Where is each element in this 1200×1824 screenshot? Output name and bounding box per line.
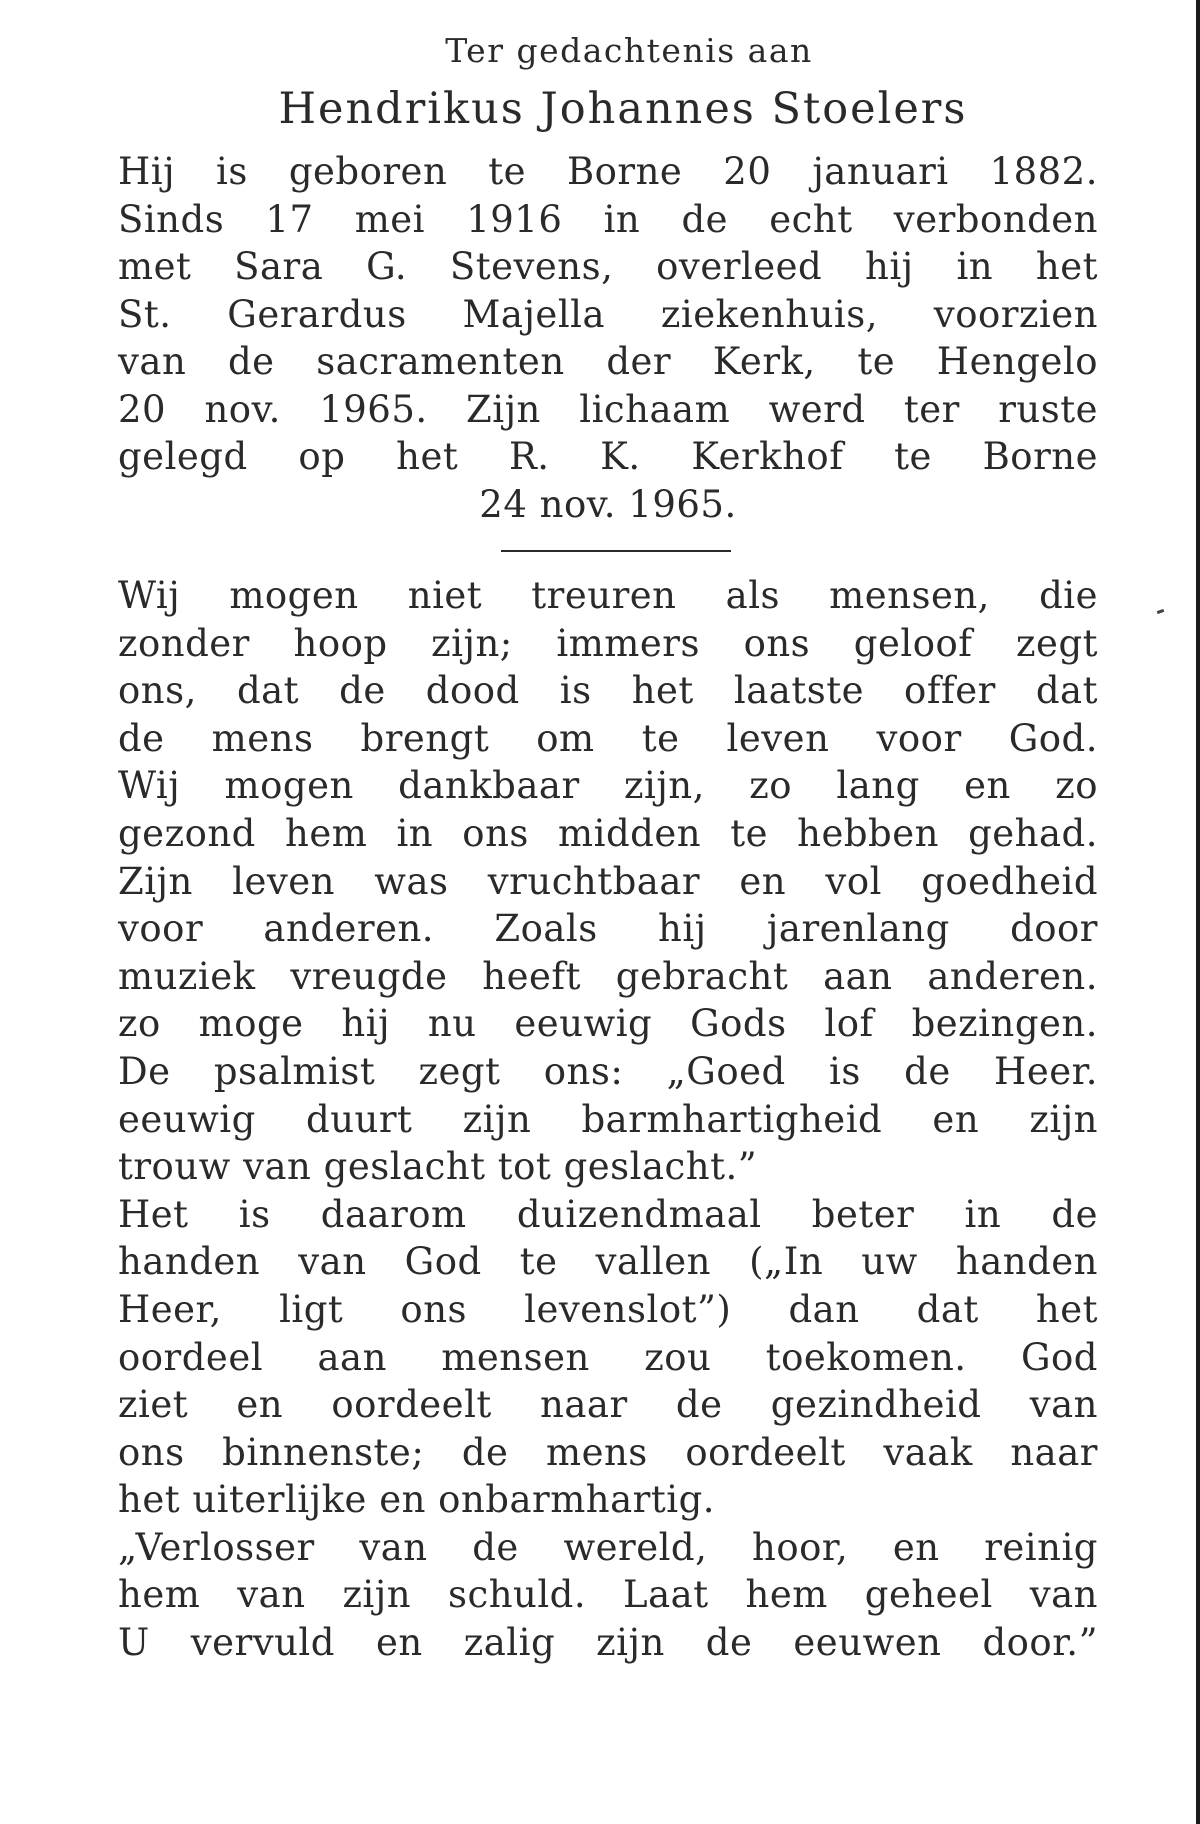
bio-line: Hij is geboren te Borne 20 januari 1882.: [118, 150, 1098, 193]
prayer-line: hem van zijn schuld. Laat hem geheel van: [118, 1573, 1098, 1617]
memorial-heading: Ter gedachtenis aan: [445, 31, 813, 70]
section-divider: [501, 550, 731, 552]
prayer-line: trouw van geslacht tot geslacht.”: [118, 1145, 758, 1189]
prayer-line: „Verlosser van de wereld, hoor, en reinig: [118, 1525, 1098, 1569]
prayer-line: De psalmist zegt ons: „Goed is de Heer.: [118, 1049, 1098, 1093]
bio-line: met Sara G. Stevens, overleed hij in het: [118, 245, 1098, 288]
burial-date-line: 24 nov. 1965.: [479, 482, 737, 526]
prayer-line: handen van God te vallen („In uw handen: [118, 1240, 1098, 1284]
biography-paragraph: [118, 148, 1098, 528]
prayer-line: ons, dat de dood is het laatste offer dat: [118, 669, 1098, 713]
prayer-line: ziet en oordeelt naar de gezindheid van: [118, 1383, 1098, 1427]
prayer-line: voor anderen. Zoals hij jarenlang door: [118, 907, 1098, 951]
bio-line: St. Gerardus Majella ziekenhuis, voorzien: [118, 292, 1098, 336]
prayer-line: zonder hoop zijn; immers ons geloof zegt: [118, 621, 1098, 665]
prayer-line: eeuwig duurt zijn barmhartigheid en zijn: [118, 1097, 1098, 1141]
bio-line: Sinds 17 mei 1916 in de echt verbonden: [118, 197, 1098, 241]
prayer-line: Wij mogen dankbaar zijn, zo lang en zo: [118, 764, 1098, 808]
prayer-line: Het is daarom duizendmaal beter in de: [118, 1192, 1098, 1236]
card-content: [118, 30, 1098, 1667]
prayer-line: Heer, ligt ons levenslot”) dan dat het: [118, 1287, 1098, 1331]
prayer-text: [118, 572, 1098, 1667]
prayer-line: ons binnenste; de mens oordeelt vaak naar: [118, 1430, 1098, 1474]
bio-line: van de sacramenten der Kerk, te Hengelo: [118, 340, 1098, 383]
prayer-line: Wij mogen niet treuren als mensen, die: [118, 574, 1098, 617]
prayer-line: gezond hem in ons midden te hebben gehad.: [118, 811, 1098, 855]
prayer-line: het uiterlijke en onbarmhartig.: [118, 1478, 716, 1522]
prayer-line: muziek vreugde heeft gebracht aan anderen.: [118, 954, 1098, 998]
deceased-name: Hendrikus Johannes Stoelers: [278, 84, 968, 134]
bio-line: gelegd op het R. K. Kerkhof te Borne: [118, 435, 1098, 478]
prayer-line: U vervuld en zalig zijn de eeuwen door.”: [118, 1621, 1098, 1665]
prayer-line: de mens brengt om te leven voor God.: [118, 716, 1098, 760]
scan-speck: [1157, 609, 1165, 614]
card-right-edge: [1196, 0, 1200, 1824]
bio-line: 20 nov. 1965. Zijn lichaam werd ter ruste: [118, 387, 1098, 431]
prayer-line: oordeel aan mensen zou toekomen. God: [118, 1335, 1098, 1379]
prayer-line: zo moge hij nu eeuwig Gods lof bezingen.: [118, 1002, 1098, 1046]
prayer-line: Zijn leven was vruchtbaar en vol goedheid: [118, 859, 1098, 903]
